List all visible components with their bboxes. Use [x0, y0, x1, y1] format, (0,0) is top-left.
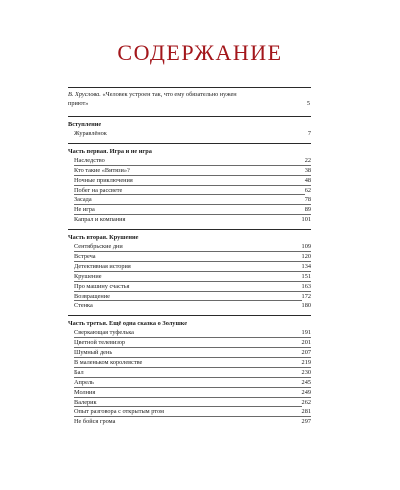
toc-section-title: Часть вторая. Крушение [68, 234, 139, 242]
toc-entry-label: Молния [74, 388, 96, 396]
toc-entry-label: Встреча [74, 253, 96, 261]
toc-entry[interactable] [74, 205, 311, 215]
toc-entry-label: Журавлёнок [74, 130, 107, 137]
toc-entry-label: Детективная история [74, 262, 131, 270]
toc-entry-page: 249 [301, 388, 311, 396]
toc-entry-label: Кто такие «Витязи»? [74, 166, 130, 174]
toc-entry-label: В маленьком королевстве [74, 359, 143, 367]
toc-entry[interactable] [74, 272, 311, 282]
toc-entry-page: 101 [301, 216, 311, 224]
toc-entry-page: 22 [304, 156, 311, 164]
toc-section-items [68, 129, 311, 138]
toc-entry[interactable] [74, 407, 311, 417]
toc-entry[interactable] [74, 129, 311, 138]
toc-entry-page: 120 [301, 253, 311, 261]
toc-entry[interactable] [74, 166, 311, 176]
toc-entry[interactable] [74, 195, 311, 205]
toc-entry[interactable] [74, 186, 311, 196]
toc-entry[interactable] [74, 388, 311, 398]
toc-intro-page: 5 [306, 100, 310, 108]
toc-entry[interactable] [74, 378, 311, 388]
toc-entry-label: Не бойся грома [74, 418, 116, 426]
toc-entry[interactable] [74, 292, 311, 302]
toc-entry-label: Засада [74, 196, 92, 204]
toc-section-part-three [68, 315, 311, 426]
toc-entry-label: Бал [74, 368, 84, 376]
toc-entry-label: Не игра [74, 206, 95, 214]
toc-entry-page: 245 [301, 378, 311, 386]
toc-entry-label: Капрал и компания [74, 216, 126, 224]
table-of-contents [68, 87, 311, 431]
toc-entry[interactable] [74, 301, 311, 310]
toc-entry-page: 7 [307, 130, 311, 137]
toc-entry-page: 262 [301, 398, 311, 406]
toc-intro-entry[interactable] [68, 90, 311, 110]
toc-entry-label: Возвращение [74, 292, 110, 300]
toc-entry[interactable] [74, 156, 311, 166]
toc-entry-page: 219 [301, 359, 311, 367]
toc-section-items [68, 242, 311, 310]
toc-entry[interactable] [74, 368, 311, 378]
toc-entry-label: Шумный день [74, 349, 113, 357]
toc-entry-page: 201 [301, 339, 311, 347]
toc-entry-page: 62 [304, 186, 311, 194]
toc-entry-page: 89 [304, 206, 311, 214]
toc-entry-label: Наследство [74, 156, 105, 164]
toc-entry[interactable] [74, 358, 311, 368]
toc-intro-title: «Человек устроен так, что ему обязательно нужен приют» [68, 91, 237, 108]
toc-entry-label: Крушение [74, 272, 102, 280]
toc-entry-label: Про машину счастья [74, 282, 130, 290]
toc-entry-label: Цветной телевизор [74, 339, 126, 347]
toc-entry-label: Ночные приключения [74, 176, 133, 184]
toc-entry[interactable] [74, 282, 311, 292]
toc-entry[interactable] [74, 262, 311, 272]
toc-entry-page: 134 [301, 262, 311, 270]
toc-entry-label: Сентябрьские дни [74, 243, 123, 251]
toc-section-title: Вступление [68, 121, 102, 128]
toc-entry[interactable] [74, 176, 311, 186]
toc-entry[interactable] [74, 215, 311, 224]
toc-entry-label: Сверкающая туфелька [74, 329, 134, 337]
toc-section-intro [68, 116, 311, 138]
toc-intro-section [68, 87, 311, 110]
page-title: СОДЕРЖАНИЕ [117, 40, 283, 65]
toc-entry-page: 38 [304, 166, 311, 174]
toc-entry[interactable] [74, 242, 311, 252]
toc-section-items [68, 156, 311, 224]
toc-entry[interactable] [74, 328, 311, 338]
toc-entry[interactable] [74, 417, 311, 426]
toc-entry-page: 281 [301, 408, 311, 416]
toc-entry-page: 207 [301, 349, 311, 357]
toc-entry-page: 297 [301, 418, 311, 426]
toc-entry-page: 172 [301, 292, 311, 300]
toc-entry-page: 180 [301, 302, 311, 310]
toc-entry-label: Апрель [74, 378, 94, 386]
toc-entry-page: 109 [301, 243, 311, 251]
toc-section-title: Часть первая. Игра и не игра [68, 147, 152, 155]
toc-entry-label: Валерик [74, 398, 97, 406]
toc-entry[interactable] [74, 252, 311, 262]
toc-section-part-one [68, 143, 311, 224]
toc-entry-label: Опыт разговора с открытым ртом [74, 408, 164, 416]
toc-entry[interactable] [74, 398, 311, 408]
toc-intro-author: В. Хруслова. [68, 91, 101, 98]
toc-entry-page: 78 [304, 196, 311, 204]
toc-entry-page: 191 [301, 329, 311, 337]
toc-section-items [68, 328, 311, 426]
toc-entry[interactable] [74, 348, 311, 358]
toc-entry-page: 48 [304, 176, 311, 184]
toc-entry[interactable] [74, 338, 311, 348]
toc-entry-page: 151 [301, 272, 311, 280]
toc-entry-label: Побег на рассвете [74, 186, 123, 194]
toc-entry-page: 230 [301, 368, 311, 376]
toc-entry-label: Стенка [74, 302, 93, 310]
toc-section-title: Часть третья. Ещё одна сказка о Золушке [68, 320, 188, 328]
toc-intro-text [68, 90, 253, 108]
toc-section-part-two [68, 229, 311, 310]
toc-entry-page: 163 [301, 282, 311, 290]
